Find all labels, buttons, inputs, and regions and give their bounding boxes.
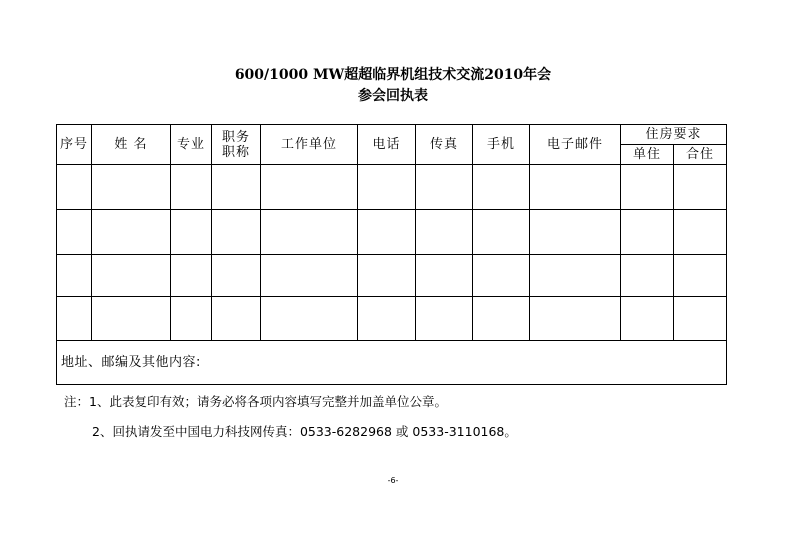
- address-cell[interactable]: 地址、邮编及其他内容:: [57, 341, 727, 385]
- header-housing: 住房要求: [621, 125, 727, 145]
- cell-duty[interactable]: [212, 255, 261, 297]
- document-subtitle: 参会回执表: [358, 88, 428, 104]
- cell-email[interactable]: [530, 297, 621, 341]
- cell-major[interactable]: [171, 165, 212, 210]
- header-single: 单住: [621, 145, 674, 165]
- header-duty: [212, 125, 261, 165]
- cell-org[interactable]: [261, 210, 358, 255]
- cell-name[interactable]: [92, 165, 171, 210]
- header-name: 姓 名: [92, 125, 171, 165]
- cell-shared[interactable]: [674, 297, 727, 341]
- header-duty-bottom: 职称: [221, 144, 250, 160]
- cell-fax[interactable]: [416, 165, 473, 210]
- cell-duty[interactable]: [212, 165, 261, 210]
- header-seq: 序号: [57, 125, 92, 165]
- header-phone: 电话: [358, 125, 416, 165]
- header-shared: 合住: [674, 145, 727, 165]
- header-email: 电子邮件: [530, 125, 621, 165]
- cell-phone[interactable]: [358, 255, 416, 297]
- cell-email[interactable]: [530, 165, 621, 210]
- cell-shared[interactable]: [674, 165, 727, 210]
- cell-seq[interactable]: [57, 255, 92, 297]
- cell-phone[interactable]: [358, 165, 416, 210]
- note-line-1: 注：1、此表复印有效；请务必将各项内容填写完整并加盖单位公章。: [64, 394, 447, 409]
- cell-name[interactable]: [92, 297, 171, 341]
- cell-phone[interactable]: [358, 210, 416, 255]
- page-number: -6-: [387, 476, 399, 485]
- cell-email[interactable]: [530, 210, 621, 255]
- cell-seq[interactable]: [57, 297, 92, 341]
- cell-major[interactable]: [171, 297, 212, 341]
- cell-seq[interactable]: [57, 165, 92, 210]
- cell-single[interactable]: [621, 210, 674, 255]
- cell-single[interactable]: [621, 165, 674, 210]
- cell-name[interactable]: [92, 210, 171, 255]
- cell-mobile[interactable]: [473, 210, 530, 255]
- cell-mobile[interactable]: [473, 255, 530, 297]
- table-row: [57, 165, 727, 210]
- cell-shared[interactable]: [674, 210, 727, 255]
- cell-single[interactable]: [621, 255, 674, 297]
- cell-single[interactable]: [621, 297, 674, 341]
- cell-duty[interactable]: [212, 297, 261, 341]
- header-mobile: 手机: [473, 125, 530, 165]
- cell-major[interactable]: [171, 255, 212, 297]
- document-title: 600/1000 MW超超临界机组技术交流2010年会: [234, 67, 552, 83]
- table-row: [57, 210, 727, 255]
- cell-fax[interactable]: [416, 210, 473, 255]
- cell-major[interactable]: [171, 210, 212, 255]
- cell-fax[interactable]: [416, 297, 473, 341]
- note-line-2: 2、回执请发至中国电力科技网传真：0533-6282968 或 0533-3110168。: [92, 424, 517, 439]
- cell-name[interactable]: [92, 255, 171, 297]
- cell-duty[interactable]: [212, 210, 261, 255]
- cell-org[interactable]: [261, 165, 358, 210]
- header-major: 专业: [171, 125, 212, 165]
- table-row: [57, 255, 727, 297]
- cell-mobile[interactable]: [473, 165, 530, 210]
- cell-phone[interactable]: [358, 297, 416, 341]
- cell-email[interactable]: [530, 255, 621, 297]
- cell-org[interactable]: [261, 255, 358, 297]
- cell-shared[interactable]: [674, 255, 727, 297]
- cell-mobile[interactable]: [473, 297, 530, 341]
- cell-seq[interactable]: [57, 210, 92, 255]
- header-org: 工作单位: [261, 125, 358, 165]
- header-duty-top: 职务: [221, 129, 250, 145]
- cell-org[interactable]: [261, 297, 358, 341]
- registration-table: [56, 124, 727, 385]
- cell-fax[interactable]: [416, 255, 473, 297]
- table-row: [57, 297, 727, 341]
- header-fax: 传真: [416, 125, 473, 165]
